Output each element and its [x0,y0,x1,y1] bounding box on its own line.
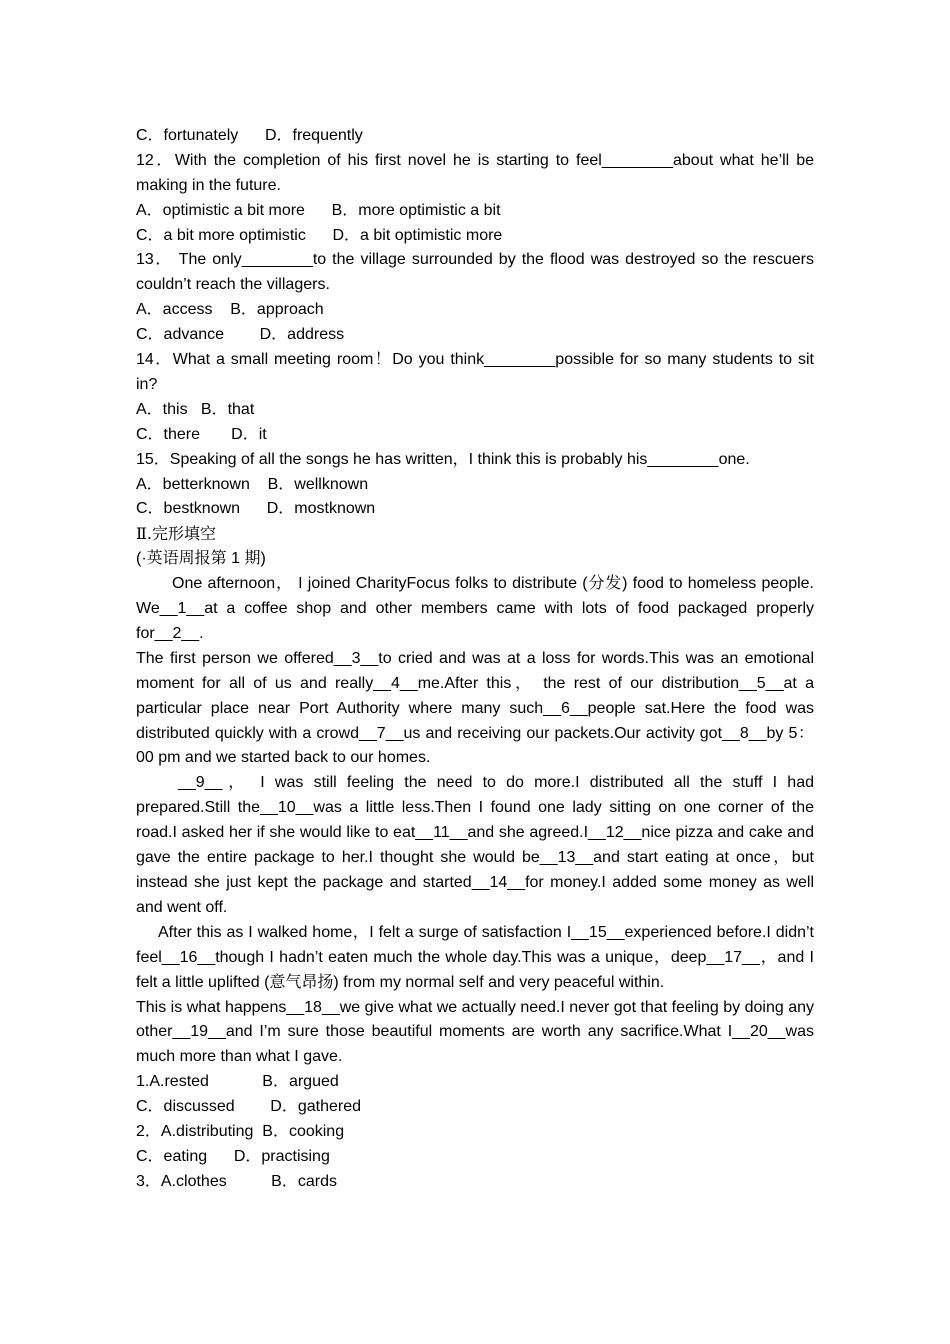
answer-3-options-ab: 3．A.clothes B．cards [136,1172,337,1190]
q12-options-ab: A．optimistic a bit more B．more optimistic a bit [136,201,501,219]
q15-stem: 15．Speaking of all the songs he has written，I think this is probably his________one. [136,450,750,468]
section-title: Ⅱ.完形填空 [136,524,216,544]
answer-1-options-cd: C．discussed D．gathered [136,1098,361,1116]
document-page [136,124,814,1195]
q15-options-cd: C．bestknown D．mostknown [136,500,376,518]
q13-options-ab: A．access B．approach [136,301,324,319]
source-note: (·英语周报第 1 期) [136,550,266,568]
q12-options-cd: C．a bit more optimistic D．a bit optimistic more [136,226,503,244]
passage-paragraph-4: After this as I walked home，I felt a surge of satisfaction I__15__experienced before.I didn’t feel__16__though I hadn’t eaten much the whole day.This was a unique，deep__17__，and I felt a little uplifted (意气昂扬) from my normal self and very peaceful within. [136,923,814,991]
answer-1-options-ab: 1.A.rested B．argued [136,1073,339,1091]
q13-stem: 13． The only________to the village surrounded by the flood was destroyed so the rescuers couldn’t reach the villagers. [136,251,814,294]
q15-options-ab: A．betterknown B．wellknown [136,475,369,493]
passage-paragraph-3: __9__， I was still feeling the need to do more.I distributed all the stuff I had prepared.Still the__10__was a little less.Then I found one lady sitting on one corner of the road.I asked her if she would like to eat__11__and she agreed.I__12__nice pizza and cake and gave the entire package to her.I thought she would be__13__and start eating at once，but instead she just kept the package and started__14__for money.I added some money as well and went off. [136,774,815,916]
q12-stem: 12．With the completion of his first novel he is starting to feel________about what he’ll be making in the future. [136,151,814,194]
q14-options-cd: C．there D．it [136,425,267,443]
passage-paragraph-5: This is what happens__18__we give what we actually need.I never got that feeling by doing any other__19__and I’m sure those beautiful moments are worth any sacrifice.What I__20__was much more than what I gave. [136,998,814,1066]
answer-2-options-cd: C．eating D．practising [136,1147,330,1165]
q14-stem: 14．What a small meeting room！Do you think________possible for so many students to sit in? [136,351,814,393]
passage-paragraph-1: One afternoon， I joined CharityFocus folks to distribute (分发) food to homeless people. We__1__at a coffee shop and other members came with lots of food packaged properly for__2__. [136,575,814,642]
answer-2-options-ab: 2．A.distributing B．cooking [136,1123,345,1141]
q13-options-cd: C．advance D．address [136,326,345,344]
q11-options-cd: C．fortunately D．frequently [136,127,363,144]
q14-options-ab: A．this B．that [136,400,255,418]
passage-paragraph-2: The first person we offered__3__to cried and was at a loss for words.This was an emotional moment for all of us and really__4__me.After this， the rest of our distribution__5__at a particular place near Port Authority where many such__6__people sat.Here the food was distributed quickly with a crowd__7__us and receiving our packets.Our activity got__8__by 5：00 pm and we started back to our homes. [136,649,814,767]
